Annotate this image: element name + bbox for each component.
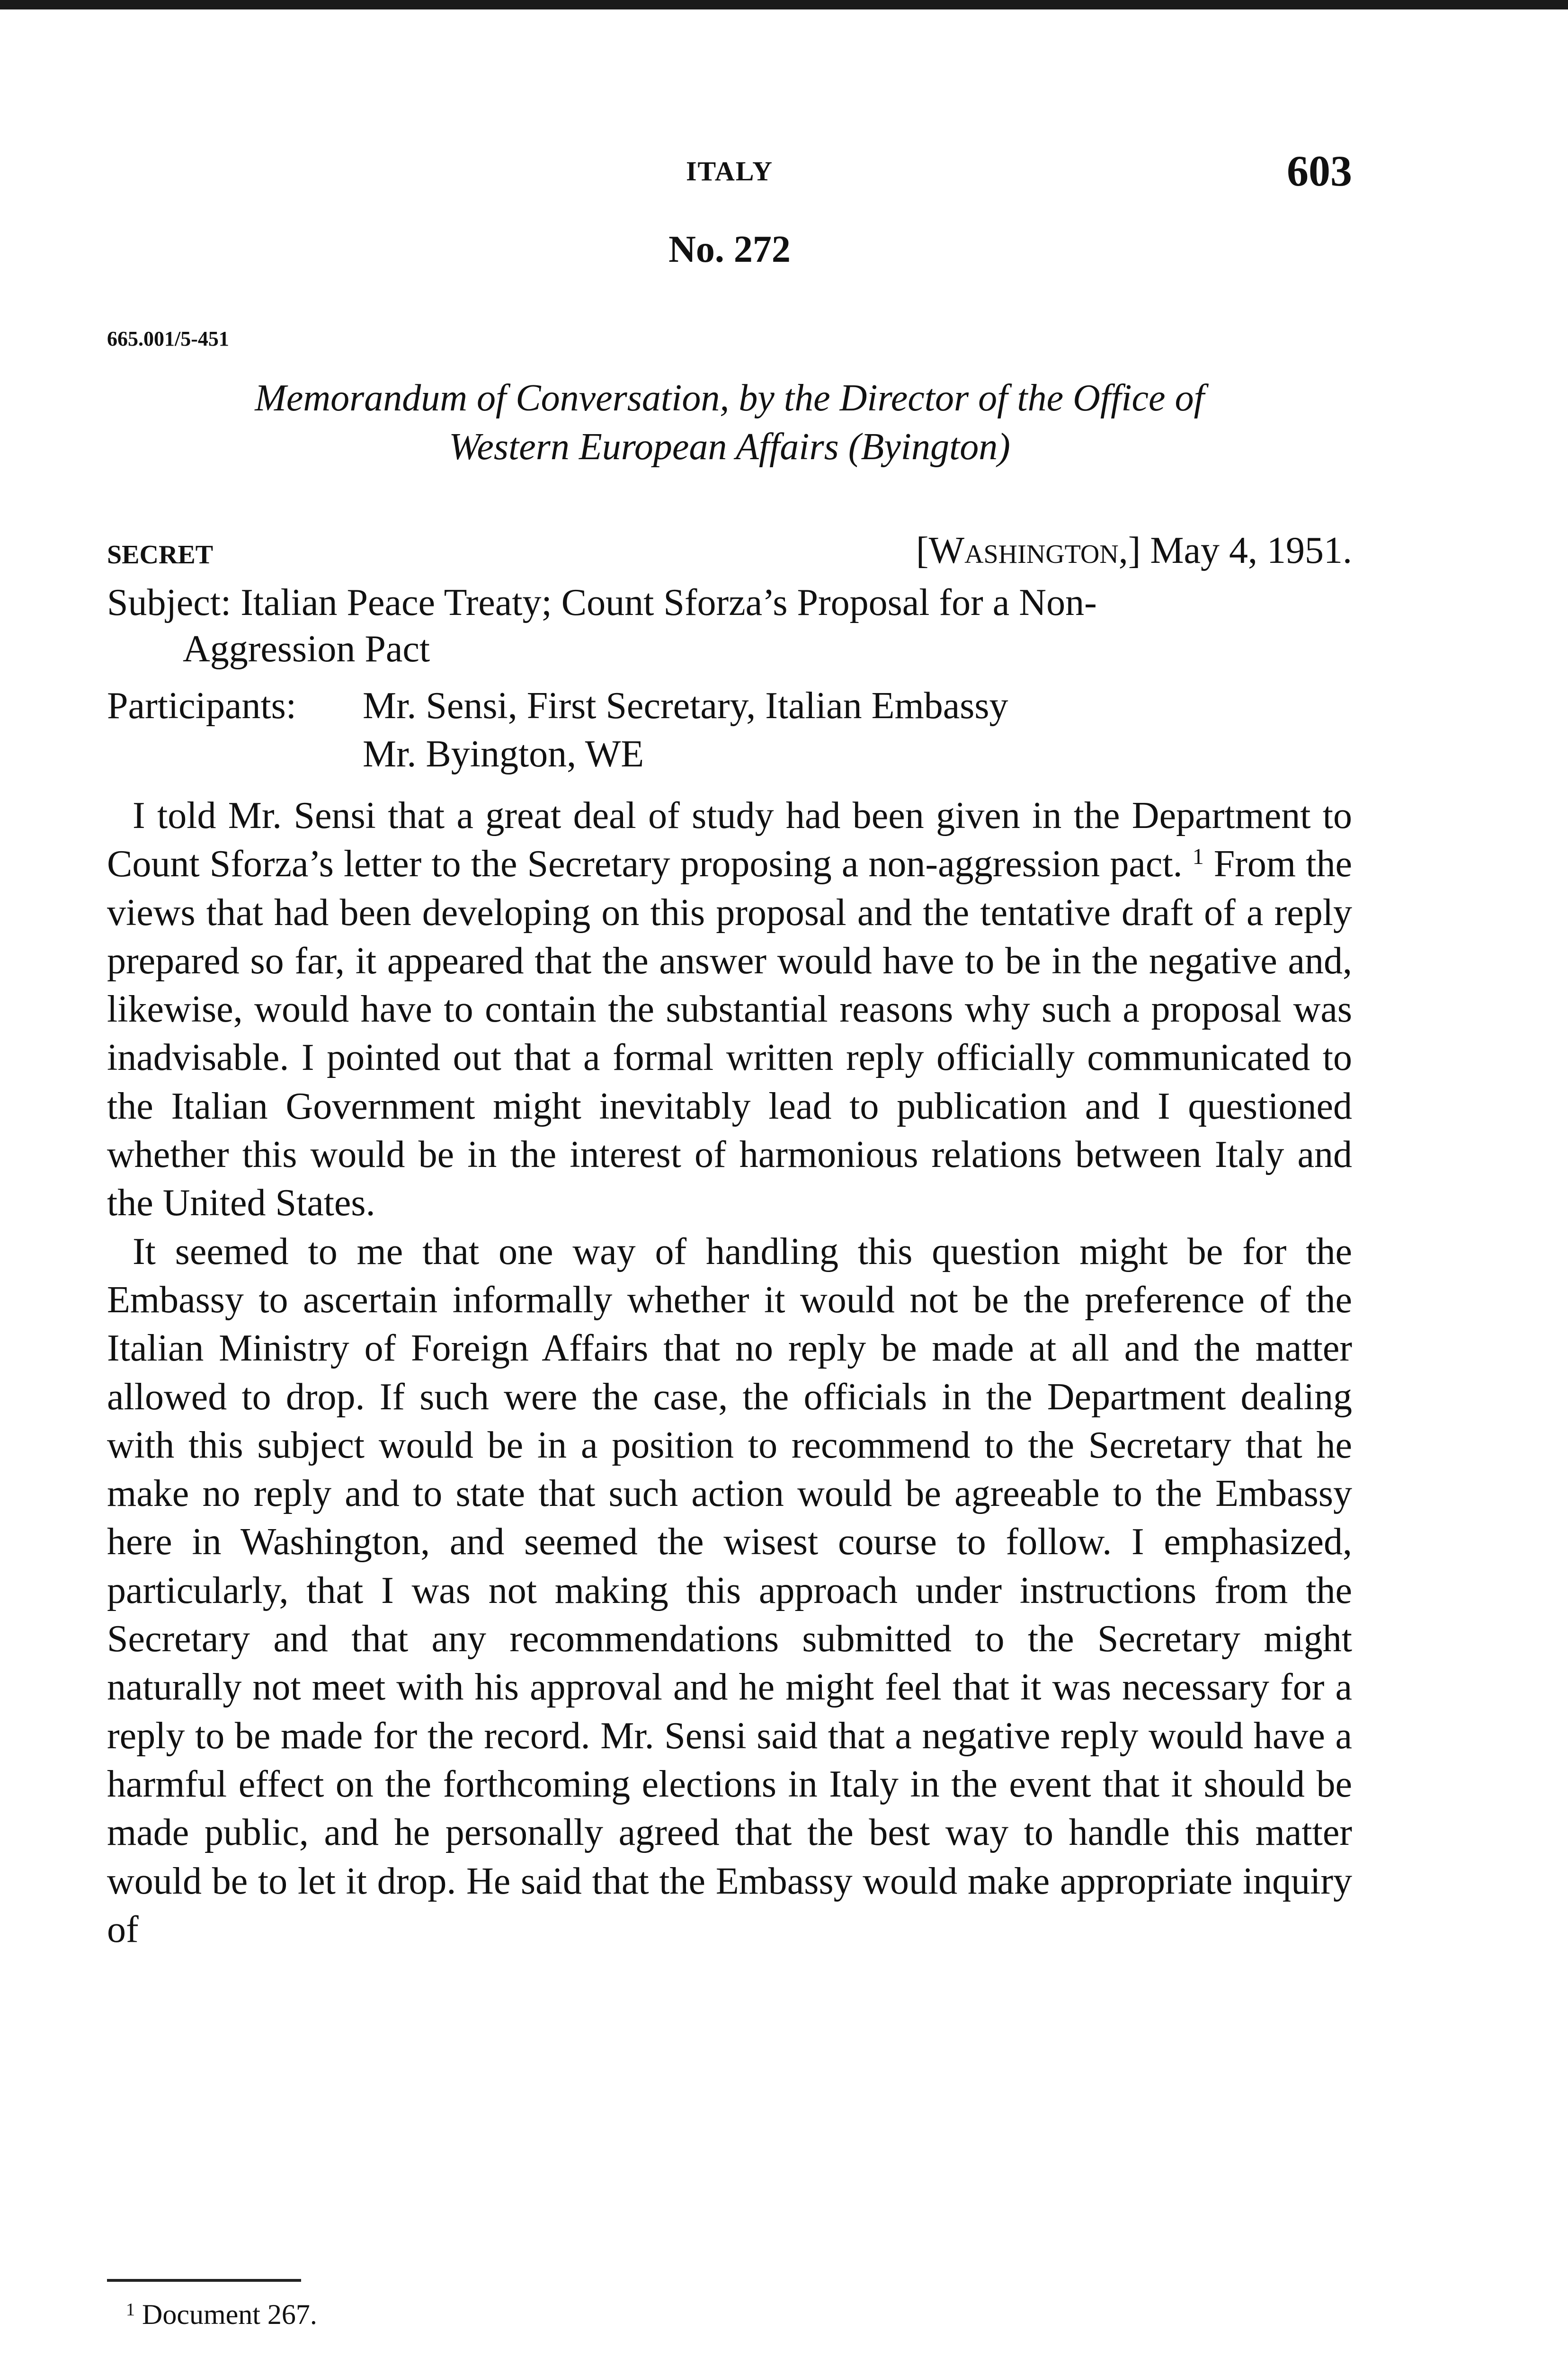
document-title-line-2: Western European Affairs (Byington) [449, 426, 1010, 468]
paragraph-1-part-1: I told Mr. Sensi that a great deal of study had been given in the Department to Count Sforza’s letter to the Secretary proposing a non-aggression pact. [107, 795, 1352, 885]
page-number: 603 [1287, 147, 1352, 195]
subject-label: Subject: [107, 582, 232, 623]
footnote-text: Document 267. [142, 2299, 317, 2330]
participants-block [107, 682, 1352, 778]
subject-block [107, 579, 1352, 672]
place-close-bracket: ,] [1118, 530, 1141, 571]
document-number: No. 272 [668, 229, 791, 270]
classification-label: SECRET [107, 540, 214, 570]
document-title [107, 374, 1352, 472]
footnote-mark: 1 [126, 2300, 135, 2320]
participants-label: Participants: [107, 685, 296, 727]
subject-line-1 [107, 579, 1352, 626]
place-open-bracket: [ [916, 530, 929, 571]
subject-line-2: Aggression Pact [183, 628, 430, 670]
date: May 4, 1951. [1150, 530, 1352, 571]
subject-text-1: Italian Peace Treaty; Count Sforza’s Proposal for a Non- [241, 582, 1097, 623]
running-head [107, 147, 1352, 195]
file-number: 665.001/5-451 [107, 327, 229, 350]
participants-row-2 [107, 730, 1352, 778]
top-border-rule [0, 0, 1568, 9]
participant-2: Mr. Byington, WE [363, 733, 644, 775]
classification-line [107, 529, 1352, 577]
participants-row-1 [107, 682, 1352, 730]
running-title: ITALY [686, 156, 774, 187]
footnote [126, 2298, 317, 2331]
document-title-line-1: Memorandum of Conversation, by the Director of the Office of [255, 377, 1204, 419]
paragraph-1-part-2: From the views that had been developing on this proposal and the tentative draft of a reply prepared so far, it appeared that the answer would have to be in the negative and, likewise, would have to contain the substantial reasons why such a proposal was inadvisable. I pointed out that a formal written reply officially communicated to the Italian Government might inevitably lead to publication and I questioned whether this would be in the interest of harmonious relations between Italy and the United States. [107, 843, 1352, 1224]
paragraph-1 [107, 792, 1352, 1228]
footnote-divider [107, 2279, 301, 2282]
footnote-reference[interactable]: 1 [1192, 844, 1204, 870]
place: Washington [928, 530, 1119, 571]
paragraph-2: It seemed to me that one way of handling this question might be for the Embassy to ascertain informally whether it would not be the preference of the Italian Ministry of Foreign Affairs that no reply be made at all and the matter allowed to drop. If such were the case, the officials in the Department dealing with this subject would be in a position to recommend to the Secretary that he make no reply and to state that such action would be agreeable to the Embassy here in Washington, and seemed the wisest course to follow. I emphasized, particularly, that I was not making this approach under instructions from the Secretary and that any recommendations submitted to the Secretary might naturally not meet with his approval and he might feel that it was necessary for a reply to be made for the record. Mr. Sensi said that a negative reply would have a harmful effect on the forthcoming elections in Italy in the event that it should be made public, and he personally agreed that the best way to handle this matter would be to let it drop. He said that the Embassy would make appropriate inquiry of [107, 1230, 1352, 1950]
place-date [916, 529, 1352, 572]
participant-1: Mr. Sensi, First Secretary, Italian Embassy [363, 685, 1008, 727]
body-text [107, 792, 1352, 1954]
